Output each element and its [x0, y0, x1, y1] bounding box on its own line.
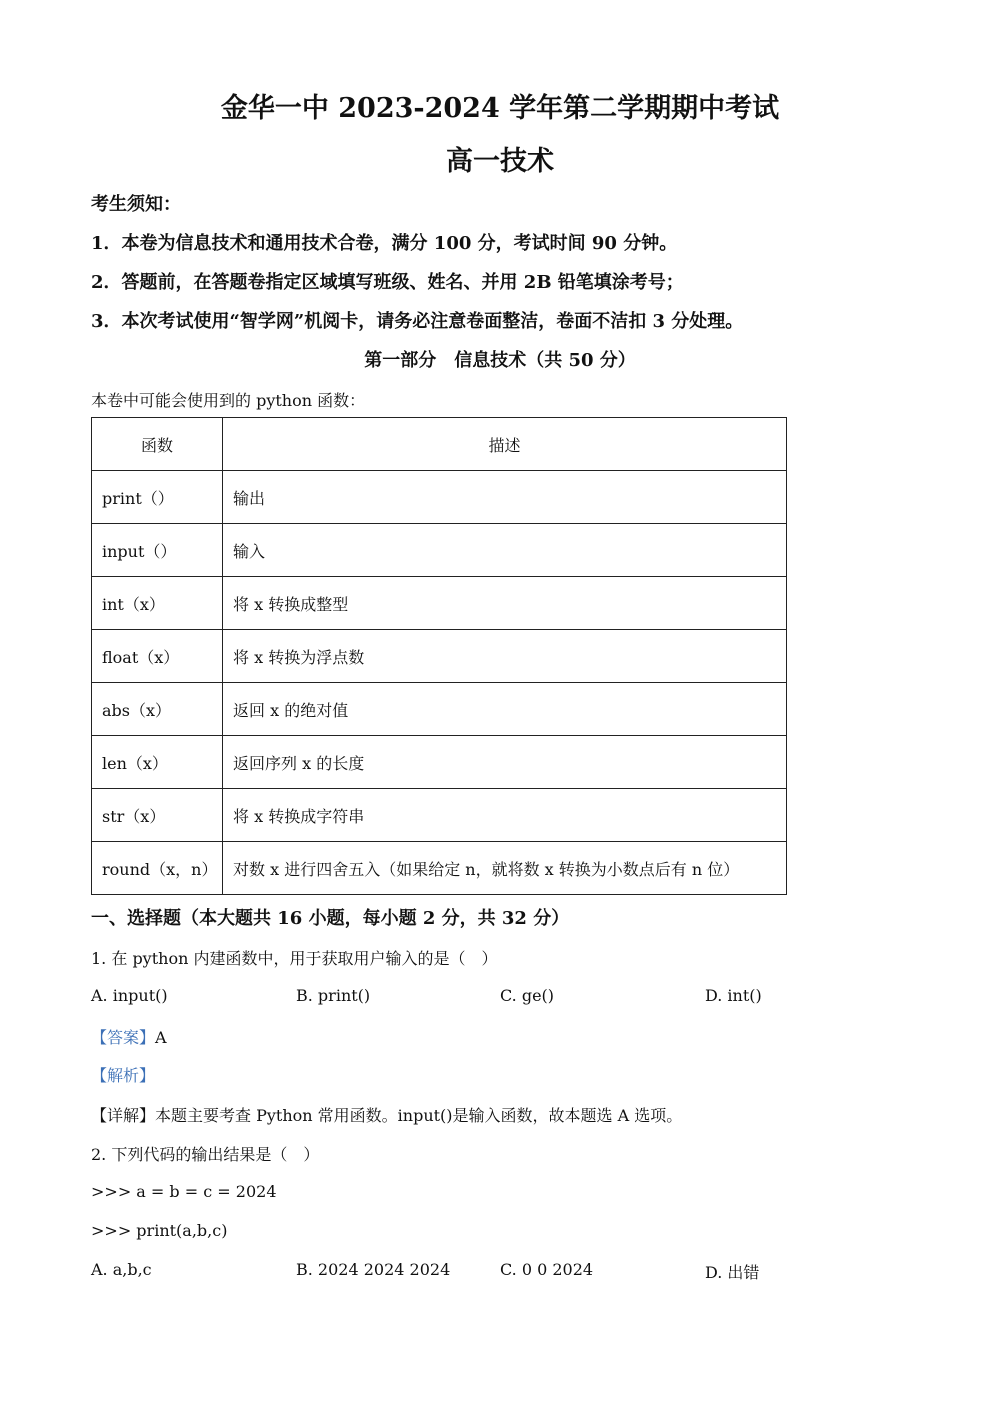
function-name-cell: input（） [92, 524, 223, 577]
table-row [92, 842, 787, 895]
function-name-cell: print（） [92, 471, 223, 524]
notice-heading: 考生须知： [91, 194, 181, 215]
table-header-description: 描述 [223, 418, 787, 471]
function-name-cell: round（x，n） [92, 842, 223, 895]
table-row [92, 524, 787, 577]
q1-analysis-label: 【解析】 [91, 1066, 156, 1085]
table-header-function: 函数 [92, 418, 223, 471]
q2-option-d: D. 出错 [705, 1263, 760, 1282]
table-row [92, 683, 787, 736]
function-name-cell: len（x） [92, 736, 223, 789]
q2-option-b: B. 2024 2024 2024 [296, 1260, 451, 1279]
table-row [92, 789, 787, 842]
function-desc-cell: 将 x 转换为浮点数 [223, 630, 787, 683]
part1-title: 第一部分 信息技术（共 50 分） [364, 350, 636, 371]
table-row [92, 471, 787, 524]
function-table [91, 417, 787, 895]
function-name-cell: float（x） [92, 630, 223, 683]
exam-subtitle: 高一技术 [446, 146, 554, 177]
function-name-cell: str（x） [92, 789, 223, 842]
q2-code-line-1: >>> a = b = c = 2024 [91, 1182, 277, 1201]
function-name-cell: abs（x） [92, 683, 223, 736]
function-table-intro: 本卷中可能会使用到的 python 函数： [91, 391, 366, 410]
function-desc-cell: 将 x 转换成整型 [223, 577, 787, 630]
question-1-stem: 1. 在 python 内建函数中，用于获取用户输入的是（ ） [91, 949, 498, 968]
notice-item-2: 2．答题前，在答题卷指定区域填写班级、姓名、并用 2B 铅笔填涂考号； [91, 272, 684, 293]
function-desc-cell: 返回 x 的绝对值 [223, 683, 787, 736]
function-desc-cell: 将 x 转换成字符串 [223, 789, 787, 842]
q2-code-line-2: >>> print(a,b,c) [91, 1221, 228, 1240]
function-desc-cell: 返回序列 x 的长度 [223, 736, 787, 789]
answer-label: 【答案】 [91, 1028, 156, 1047]
q2-option-c: C. 0 0 2024 [500, 1260, 594, 1279]
q1-option-b: B. print() [296, 986, 371, 1005]
exam-title: 金华一中 2023-2024 学年第二学期期中考试 [220, 93, 780, 124]
table-header-row [92, 418, 787, 471]
table-row [92, 736, 787, 789]
function-desc-cell: 输出 [223, 471, 787, 524]
question-2-stem: 2. 下列代码的输出结果是（ ） [91, 1145, 320, 1164]
q1-option-d: D. int() [705, 986, 762, 1005]
function-desc-cell: 对数 x 进行四舍五入（如果给定 n，就将数 x 转换为小数点后有 n 位） [223, 842, 787, 895]
table-row [92, 630, 787, 683]
q1-detail: 【详解】本题主要考查 Python 常用函数。input()是输入函数，故本题选 A 选项。 [91, 1106, 683, 1125]
notice-item-3: 3．本次考试使用“智学网”机阅卡，请务必注意卷面整洁，卷面不洁扣 3 分处理。 [91, 311, 744, 332]
q1-answer [91, 1025, 167, 1048]
q1-option-c: C. ge() [500, 986, 555, 1005]
function-desc-cell: 输入 [223, 524, 787, 577]
section-title: 一、选择题（本大题共 16 小题，每小题 2 分，共 32 分） [91, 908, 570, 929]
table-row [92, 577, 787, 630]
notice-item-1: 1．本卷为信息技术和通用技术合卷，满分 100 分，考试时间 90 分钟。 [91, 233, 678, 254]
q2-option-a: A. a,b,c [91, 1260, 152, 1279]
function-name-cell: int（x） [92, 577, 223, 630]
q1-option-a: A. input() [91, 986, 168, 1005]
answer-value: A [155, 1028, 167, 1047]
